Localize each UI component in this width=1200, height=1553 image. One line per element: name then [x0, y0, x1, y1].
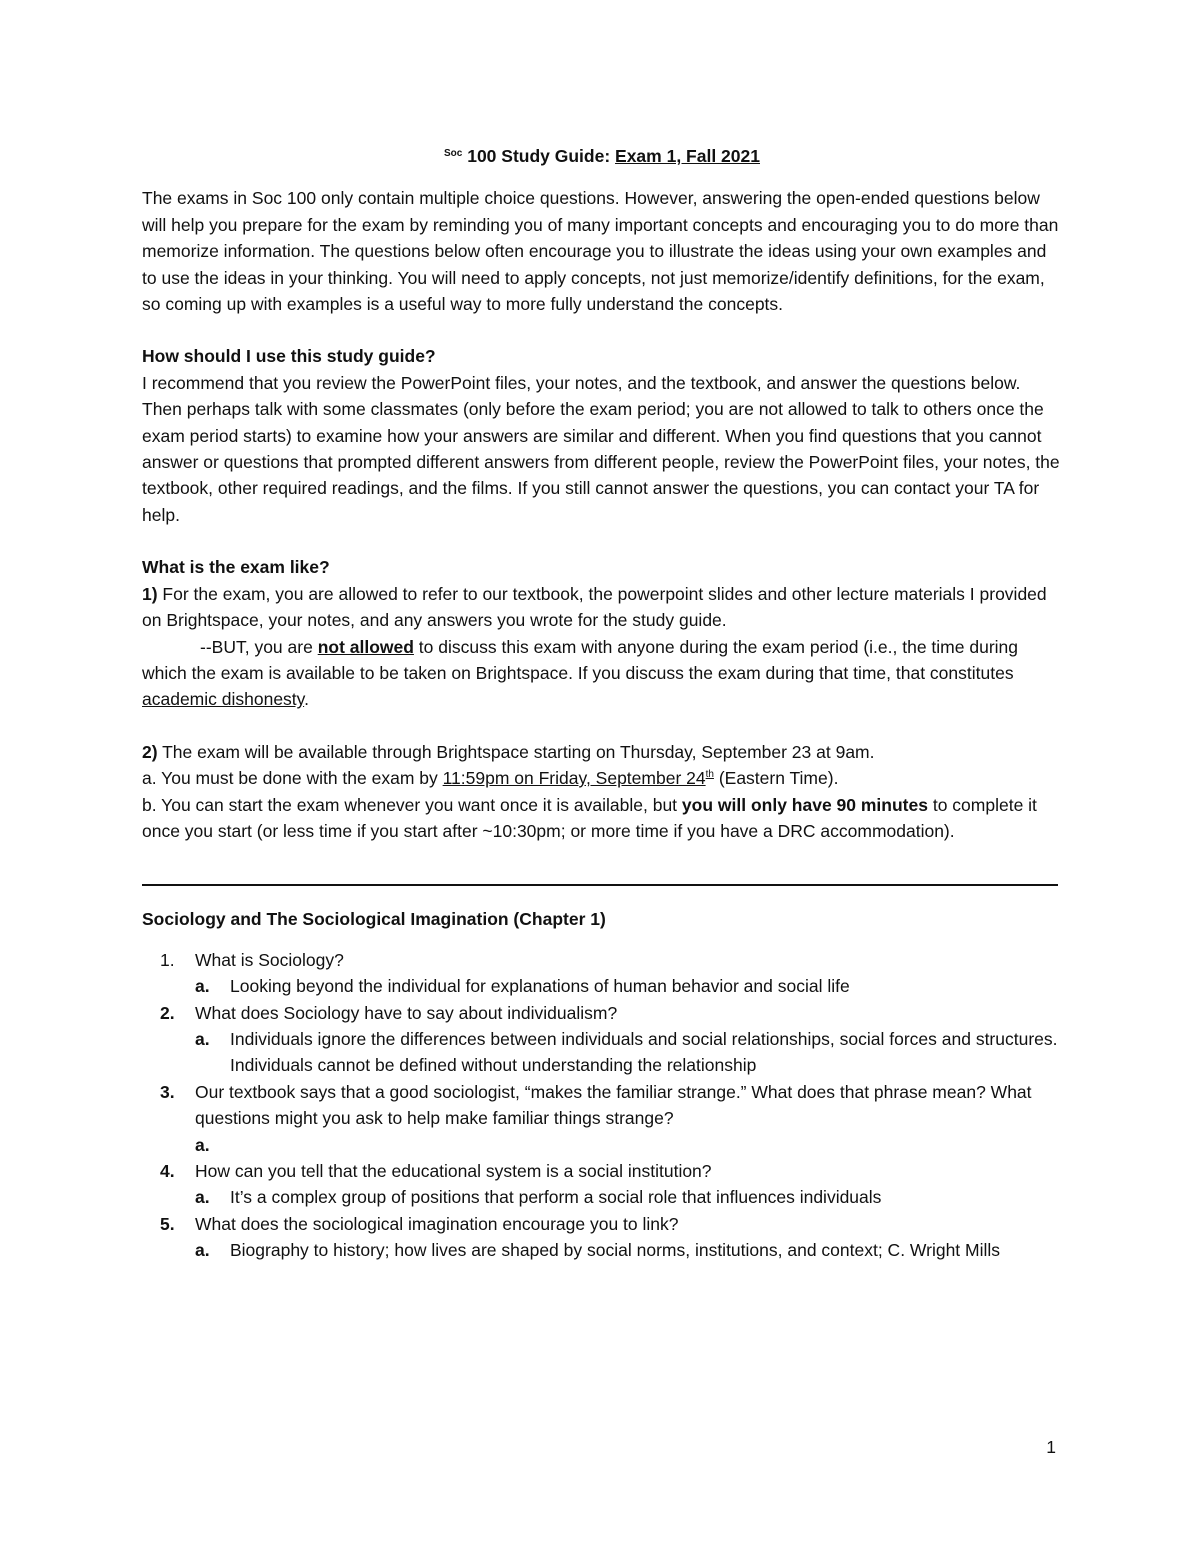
exam-item-1	[142, 581, 1062, 634]
answer-list-wrap	[142, 1026, 1062, 1079]
answer-label: a.	[195, 1028, 210, 1049]
answer-list	[142, 1184, 1062, 1210]
exam-item-1-text: For the exam, you are allowed to refer to our textbook, the powerpoint slides and other lecture materials I provided on Brightspace, your notes, and any answers you wrote for the study guide.	[142, 583, 1047, 631]
page-number: 1	[1046, 1437, 1056, 1457]
section-divider	[142, 884, 1058, 886]
answer-list	[142, 1026, 1062, 1079]
answer-item	[142, 973, 1062, 999]
how-to-use-body: I recommend that you review the PowerPoint files, your notes, and the textbook, and answer the questions below. Then perhaps talk with some classmates (only before the exam period; you are not allowed to talk to others once the exam period starts) to examine how your answers are similar and different. When you find questions that you cannot answer or questions that prompted different answers from different people, review the PowerPoint files, your notes, the textbook, other required readings, and the films. If you still cannot answer the questions, you can contact your TA for help.	[142, 372, 1060, 525]
question-item	[142, 947, 1062, 973]
section-heading: Sociology and The Sociological Imagination (Chapter 1)	[142, 909, 606, 930]
answer-list	[142, 973, 1062, 999]
answer-item	[142, 1184, 1062, 1210]
exam-warning	[142, 634, 1062, 713]
intro-paragraph: The exams in Soc 100 only contain multiple choice questions. However, answering the open-ended questions below will help you prepare for the exam by reminding you of many important concepts and encouraging you to do more than memorize information. The questions below often encourage you to illustrate the ideas using your own examples and to use the ideas in your thinking. You will need to apply concepts, not just memorize/identify definitions, for the exam, so coming up with examples is a useful way to more fully understand the concepts.	[142, 188, 1059, 315]
answer-item	[142, 1132, 1062, 1158]
exam-deadline-date: 11:59pm on Friday, September 24	[442, 768, 706, 789]
exam-item-2-text: The exam will be available through Brightspace starting on Thursday, September 23 at 9am.	[157, 741, 875, 762]
exam-item-1-number: 1)	[142, 583, 158, 604]
question-text: What does Sociology have to say about individualism?	[195, 1002, 618, 1023]
not-allowed-text: not allowed	[317, 636, 414, 657]
answer-text: Looking beyond the individual for explanations of human behavior and social life	[230, 976, 850, 997]
question-text: How can you tell that the educational system is a social institution?	[195, 1160, 712, 1181]
question-number: 5.	[160, 1213, 175, 1234]
answer-text: Biography to history; how lives are shaped by social norms, institutions, and context; C. Wright Mills	[230, 1240, 1001, 1261]
answer-list-wrap	[142, 1237, 1062, 1263]
question-item	[142, 1158, 1062, 1184]
exam-warning-prefix: --BUT, you are	[200, 636, 318, 657]
title-text: 100 Study Guide:	[467, 146, 616, 166]
answer-label: a.	[195, 1240, 210, 1261]
answer-list	[142, 1237, 1062, 1263]
exam-item-2-number: 2)	[142, 741, 158, 762]
answer-text: It’s a complex group of positions that perform a social role that influences individuals	[230, 1187, 882, 1208]
exam-item-2	[142, 739, 1062, 765]
answer-label: a.	[195, 1134, 210, 1155]
question-number: 3.	[160, 1081, 175, 1102]
answer-list	[142, 1132, 1062, 1158]
answer-list-wrap	[142, 1184, 1062, 1210]
exam-deadline	[142, 765, 1062, 791]
exam-deadline-end: (Eastern Time).	[713, 768, 839, 789]
question-number: 1.	[160, 949, 175, 970]
answer-list-wrap	[142, 1132, 1062, 1158]
question-number: 2.	[160, 1002, 175, 1023]
question-item	[142, 1000, 1062, 1026]
exam-like-heading: What is the exam like?	[142, 557, 330, 578]
question-text: What does the sociological imagination encourage you to link?	[195, 1213, 679, 1234]
question-item	[142, 1079, 1062, 1132]
answer-list-wrap	[142, 973, 1062, 999]
exam-deadline-prefix: a. You must be done with the exam by	[142, 768, 443, 789]
exam-duration-prefix: b. You can start the exam whenever you want once it is available, but	[142, 794, 682, 815]
how-to-use-heading: How should I use this study guide?	[142, 346, 436, 367]
page-content	[142, 143, 1062, 1264]
exam-warning-mid: to discuss this exam with anyone during the exam period (i.e., the time during which the exam is available to be taken on Brightspace. If you discuss the exam during that time, that constitutes	[142, 636, 1018, 683]
question-text: What is Sociology?	[195, 949, 344, 970]
answer-label: a.	[195, 1187, 210, 1208]
question-list	[142, 947, 1062, 1264]
answer-label: a.	[195, 976, 210, 997]
question-number: 4.	[160, 1160, 175, 1181]
title-underlined: Exam 1, Fall 2021	[615, 146, 760, 166]
question-item	[142, 1211, 1062, 1237]
academic-dishonesty-link[interactable]: academic dishonesty	[142, 689, 305, 710]
exam-duration	[142, 792, 1062, 845]
answer-text: Individuals ignore the differences between individuals and social relationships, social forces and structures. Individuals cannot be defined without understanding the relationship	[230, 1028, 1058, 1076]
answer-item	[142, 1026, 1062, 1079]
title-prefix: Soc	[444, 148, 463, 159]
exam-duration-bold: you will only have 90 minutes	[681, 794, 928, 815]
exam-duration-end: to complete it once you start (or less time if you start after ~10:30pm; or more time if you have a DRC accommodation).	[142, 794, 1037, 841]
answer-item	[142, 1237, 1062, 1263]
exam-deadline-suffix: th	[705, 769, 714, 781]
exam-warning-end: .	[304, 689, 309, 710]
page-title	[142, 143, 1062, 169]
question-text: Our textbook says that a good sociologist, “makes the familiar strange.” What does that phrase mean? What questions might you ask to help make familiar things strange?	[195, 1081, 1032, 1129]
